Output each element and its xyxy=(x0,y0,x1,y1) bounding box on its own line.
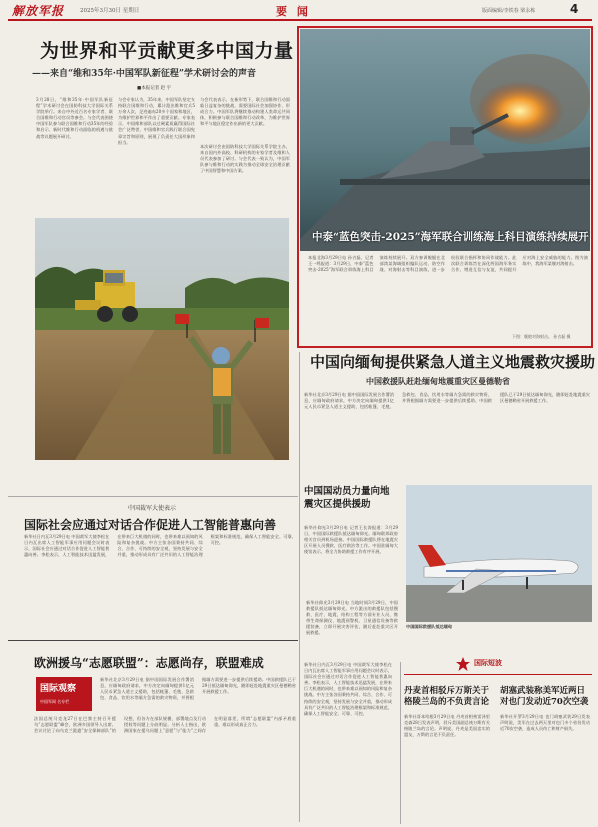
lead-body-col3: 与会代表表示，在新形势下，联合国维和行动面临日益复杂的挑战，需要国际社会加强协作、形成合力。中国军队将继续推动构建人类命运共同体，积极参与联合国维和行动改革，为维护世界和平与地区稳定作出新的更大贡献。 xyxy=(200,97,290,127)
myanmar-body: 新华社北京3月29日电 据中国国际发展合作署消息，应缅甸政府请求，中方决定向缅甸提供1亿元人民币紧急人道主义援助，包括帐篷、毛毯、急救包、食品、饮用水等缅方急需的救灾物资，并将根据缅方需要进一步提供后续援助。中国救援队已于29日抵达缅甸仰光，随即赶赴地震重灾区曼德勒省开展救援工作。 xyxy=(304,392,590,410)
peacekeeper-photo xyxy=(35,218,289,460)
europe-headline: 欧洲援乌“志愿联盟”：志愿尚存，联盟难成 xyxy=(34,656,264,670)
lead-byline: ■本报记者 赵 宇 xyxy=(137,86,172,91)
lead-subhead: ——来自“维和35年·中国军队新征程”学术研讨会的声音 xyxy=(32,69,257,79)
aircraft-photo xyxy=(406,485,592,622)
hk-rescue-headline: 中国国动员力量向地震灾区提供援助 xyxy=(304,486,390,510)
europe-top-rule xyxy=(8,640,298,641)
europe-mid-column: 新华社日内瓦3月29日电 中国裁军大使李松在日内瓦出席人工智能军事应用问题会议时表示，国际社会应通过对话合作促进人工智能普惠向善。李松表示，人工智能技术迅猛发展，在带来巨大机遇的同时，也带来难以预知的风险和复杂挑战。中方主张各国秉持共同、综合、合作、可持续的安全观，坚持发展与安全并重，推动形成具有广泛共识的人工智能治理框架和标准规范，确保人工智能安全、可靠、可控。 xyxy=(304,662,392,716)
page-number: 4 xyxy=(570,2,579,16)
vertical-divider xyxy=(299,352,300,822)
brief1-headline: 丹麦首相驳斥万斯关于格陵兰岛的不负责言论 xyxy=(404,686,490,707)
europe-body: 法国总统马克龙27日在巴黎主持召开援乌“志愿联盟”峰会，欧洲多国领导人出席。会议讨论了向乌克兰派遣“安全保障部队”的设想，但各方在部队规模、部署地点及行动授权等问题上分歧明显。分析人士指出，欧洲国家在援乌问题上“意愿”与“能力”之间存在明显落差，所谓“志愿联盟”内部矛盾重重，难以形成真正合力。 xyxy=(34,716,296,734)
feature-body: 本报北海3月29日电 孙吉磊、记者王一鸣报道：3月29日，中泰“蓝色突击-2025”海军联合训练海上科目演练持续展开。双方参训舰艇在北部湾某海域组织编队运动、防空作战、对海射击等科目演练，进一步检验联合指挥和协同作战能力。此次联合训练旨在深化两国海军务实合作，增进互信与友谊，共同提升应对海上安全威胁的能力。图为演练中，我海军某舰对海射击。 xyxy=(308,255,588,273)
horizontal-divider xyxy=(8,496,298,497)
naval-exercise-photo xyxy=(300,29,590,251)
ai-kicker: 中国裁军大使表示 xyxy=(128,505,177,512)
masthead-rule xyxy=(8,19,592,21)
brief2-body: 新华社开罗3月29日电 也门胡塞武装29日发表声明说，美军在过去两天里对也门多个省份发动近70次空袭，造成人员伤亡和财产损失。 xyxy=(500,714,590,732)
newspaper-logo: 解放军报 xyxy=(12,4,65,18)
aircraft-caption xyxy=(406,622,592,662)
myanmar-subhead: 中国救援队赶赴缅甸地震重灾区曼德勒省 xyxy=(366,376,510,386)
myanmar-headline: 中国向缅甸提供紧急人道主义地震救灾援助 xyxy=(310,353,596,371)
feature-photo-credit: 下图：舰炮对海射击。 孙吉磊 摄 xyxy=(512,334,571,339)
brief-star-icon xyxy=(456,656,470,675)
date-line: 2025年3月30日 星期日 xyxy=(80,8,140,14)
hk-rescue-body: 新华社仰光3月29日电 记者王长涛报道：3月29日，中国国际救援队抵达缅甸仰光。缅甸联邦政府相关官员到机场迎接。中国国际救援队将在地震灾区开展人员搜救、医疗救治等工作。中国驻缅甸大使馆表示，将全力协助救援工作有序开展。 xyxy=(304,525,398,555)
brief-rule xyxy=(404,674,592,675)
lead-headline: 为世界和平贡献更多中国力量 xyxy=(40,40,294,62)
column-badge-sub: 中国军网 名专栏 xyxy=(40,699,70,704)
europe-body-extra: 新华社北京3月29日电 据中国国际发展合作署消息，应缅甸政府请求，中方决定向缅甸提供1亿元人民币紧急人道主义援助，包括帐篷、毛毯、急救包、食品、饮用水等缅方急需的救灾物资，并将根据缅方需要进一步提供后续援助。中国救援队已于29日抵达缅甸仰光，随即赶赴地震重灾区曼德勒省开展救援工作。 xyxy=(100,677,296,701)
brief2-headline: 胡塞武装称美军近两日对也门发动近70次空袭 xyxy=(500,686,589,707)
brief-label: 国际短波 xyxy=(474,658,502,667)
ai-headline: 国际社会应通过对话合作促进人工智能普惠向善 xyxy=(24,518,277,532)
vertical-divider-2 xyxy=(400,662,401,824)
lead-body-col2: 与会专家认为，35年来，中国军队坚定支持联合国维和行动，累计派出维和官兵5万余人次，足迹遍布20多个国家和地区，为维护世界和平作出了重要贡献。专家表示，中国维和部队以过硬素质赢得国际社会广泛赞誉，中国维和官兵践行联合国宪章宗旨和原则，展现了负责任大国形象和担当。 xyxy=(118,97,195,145)
column-badge xyxy=(36,677,92,711)
lead-body-col4: 本次研讨会由国防科技大学国际关系学院主办，来自国内外高校、科研机构的专家学者及维和人员代表参加了研讨。与会代表一致认为，中国军队参与维和行动的实践为推动全球安全治理贡献了中国智慧和中国方案。 xyxy=(200,144,290,174)
page-editors: 版面编辑/李铁春 梁永栋 xyxy=(482,8,536,14)
aircraft-caption-text: 中国国际救援队抵达缅甸 xyxy=(406,624,453,629)
feature-headline: 中泰“蓝色突击-2025”海军联合训练海上科目演练持续展开 xyxy=(312,231,589,243)
brief1-body: 新华社哥本哈根3月29日电 丹麦首相弗雷泽里克森28日发表声明，驳斥美国副总统万斯有关格陵兰岛的言论。声明说，丹麦是美国忠实的盟友，万斯的言论不负责任。 xyxy=(404,714,490,738)
column-badge-title: 国际观察 xyxy=(40,684,77,694)
rescue-team-body: 新华社仰光3月29日电 当地时间3月29日，中国救援队抵达缅甸仰光。中方派出的救援队包括搜救、医疗、地震、结构工程等方面专业人员，携带生命探测仪、地震预警机、卫星通信设备等救援装备，立即开展灾害评估，随后赶赴重灾区开展救援。 xyxy=(306,600,398,636)
lead-body-col1: 3月28日，“维和35年·中国军队新征程”学术研讨会在国防科技大学国际关系学院举行。来自中外近百名专家学者、联合国维和行动官员等参会。与会代表围绕中国军队参与联合国维和行动35年的经验和启示、新时代维和行动面临的机遇与挑战等议题展开研讨。 xyxy=(36,97,113,139)
ai-body: 新华社日内瓦3月29日电 中国裁军大使李松在日内瓦出席人工智能军事应用问题会议时表示，国际社会应通过对话合作促进人工智能普惠向善。李松表示，人工智能技术迅猛发展，在带来巨大机遇的同时，也带来难以预知的风险和复杂挑战。中方主张各国秉持共同、综合、合作、可持续的安全观，坚持发展与安全并重，推动形成具有广泛共识的人工智能治理框架和标准规范，确保人工智能安全、可靠、可控。 xyxy=(24,534,296,558)
section-title: 要 闻 xyxy=(276,5,311,18)
